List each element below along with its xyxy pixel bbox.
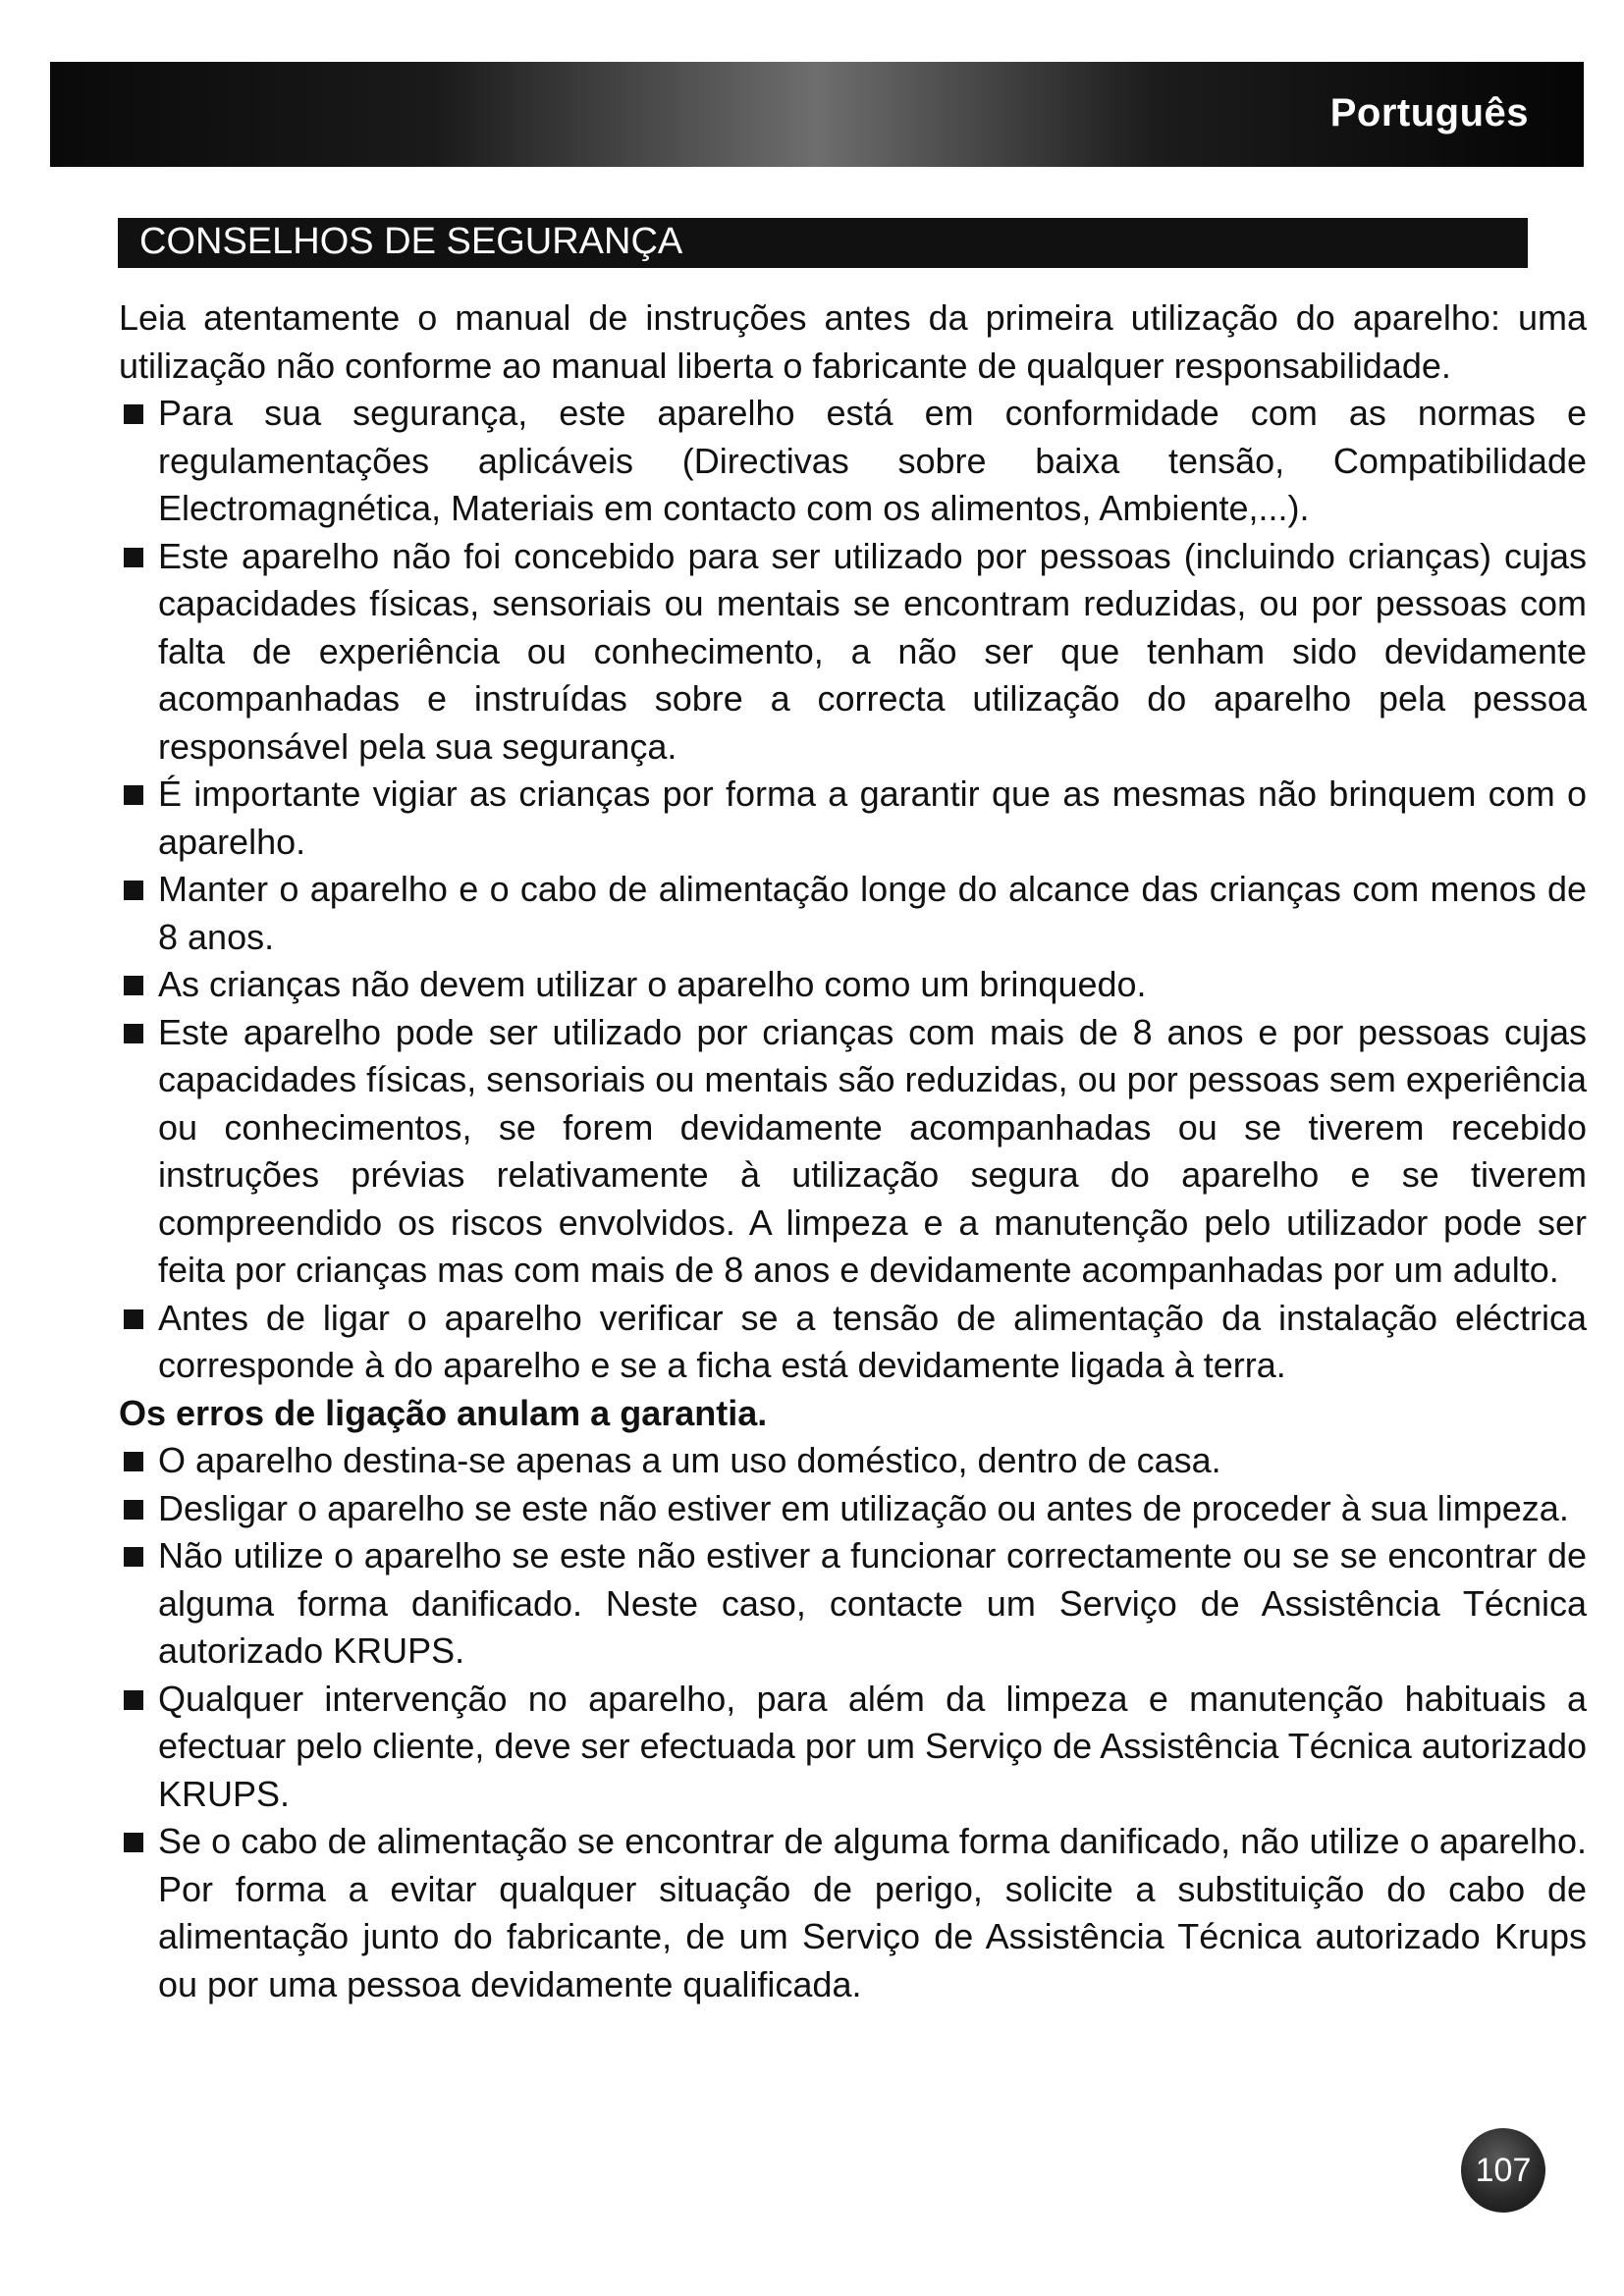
list-item: É importante vigiar as crianças por forma a garantir que as mesmas não brinquem com o aparelho.	[119, 771, 1587, 866]
language-header-bar	[50, 62, 1584, 167]
bullet-square-icon	[124, 1690, 143, 1710]
bullet-square-icon	[124, 1833, 143, 1852]
list-item: Este aparelho não foi concebido para ser utilizado por pessoas (incluindo crianças) cujas capacidades físicas, sensoriais ou mentais se encontram reduzidas, ou por pessoas com falta de experiência ou conhecimento, a não ser que tenham sido devidamente acompanhadas e instruídas sobre a correcta utilização do aparelho pela pessoa responsável pela sua segurança.	[119, 533, 1587, 772]
bullet-square-icon	[124, 881, 143, 900]
list-item: Antes de ligar o aparelho verificar se a tensão de alimentação da instalação eléctrica corresponde à do aparelho e se a ficha está devidamente ligada à terra.	[119, 1295, 1587, 1390]
bullet-square-icon	[124, 1547, 143, 1567]
section-title: CONSELHOS DE SEGURANÇA	[139, 221, 683, 262]
warranty-warning: Os erros de ligação anulam a garantia.	[119, 1392, 768, 1433]
bullet-square-icon	[124, 404, 143, 424]
language-label: Português	[1329, 91, 1529, 134]
list-item: Manter o aparelho e o cabo de alimentação longe do alcance das crianças com menos de 8 anos.	[119, 866, 1587, 961]
intro-paragraph: Leia atentamente o manual de instruções antes da primeira utilização do aparelho: uma utilização não conforme ao manual liberta o fabricante de qualquer responsabilidade.	[119, 297, 1587, 386]
list-item: Qualquer intervenção no aparelho, para além da limpeza e manutenção habituais a efectuar pelo cliente, deve ser efectuada por um Serviço de Assistência Técnica autorizado KRUPS.	[119, 1676, 1587, 1819]
bullet-square-icon	[124, 548, 143, 567]
list-item: Desligar o aparelho se este não estiver em utilização ou antes de proceder à sua limpeza.	[119, 1485, 1587, 1533]
bullet-square-icon	[124, 785, 143, 805]
list-item: Não utilize o aparelho se este não estiver a funcionar correctamente ou se se encontrar de alguma forma danificado. Neste caso, contacte um Serviço de Assistência Técnica autorizado KRUPS.	[119, 1532, 1587, 1676]
list-item: Se o cabo de alimentação se encontrar de alguma forma danificado, não utilize o aparelho. Por forma a evitar qualquer situação de perigo, solicite a substituição do cabo de alimentação junto do fabricante, de um Serviço de Assistência Técnica autorizado Krups ou por uma pessoa devidamente qualificada.	[119, 1818, 1587, 2008]
bullet-square-icon	[124, 976, 143, 995]
list-item: Este aparelho pode ser utilizado por crianças com mais de 8 anos e por pessoas cujas capacidades físicas, sensoriais ou mentais são reduzidas, ou por pessoas sem experiência ou conhecimentos, se forem devidamente acompanhadas ou se tiverem recebido instruções prévias relativamente à utilização segura do aparelho e se tiverem compreendido os riscos envolvidos. A limpeza e a manutenção pelo utilizador pode ser feita por crianças mas com mais de 8 anos e devidamente acompanhadas por um adulto.	[119, 1009, 1587, 1295]
bullet-square-icon	[124, 1452, 143, 1471]
safety-content	[119, 294, 1587, 2179]
page-number-badge: 107	[1461, 2128, 1545, 2213]
list-item: As crianças não devem utilizar o aparelho como um brinquedo.	[119, 961, 1587, 1009]
list-item: O aparelho destina-se apenas a um uso doméstico, dentro de casa.	[119, 1437, 1587, 1485]
bullet-square-icon	[124, 1309, 143, 1329]
section-title-bar	[118, 218, 1528, 268]
list-item: Para sua segurança, este aparelho está em conformidade com as normas e regulamentações aplicáveis (Directivas sobre baixa tensão, Compatibilidade Electromagnética, Materiais em contacto com os alimentos, Ambiente,...).	[119, 390, 1587, 533]
bullet-square-icon	[124, 1024, 143, 1043]
bullet-square-icon	[124, 1500, 143, 1520]
